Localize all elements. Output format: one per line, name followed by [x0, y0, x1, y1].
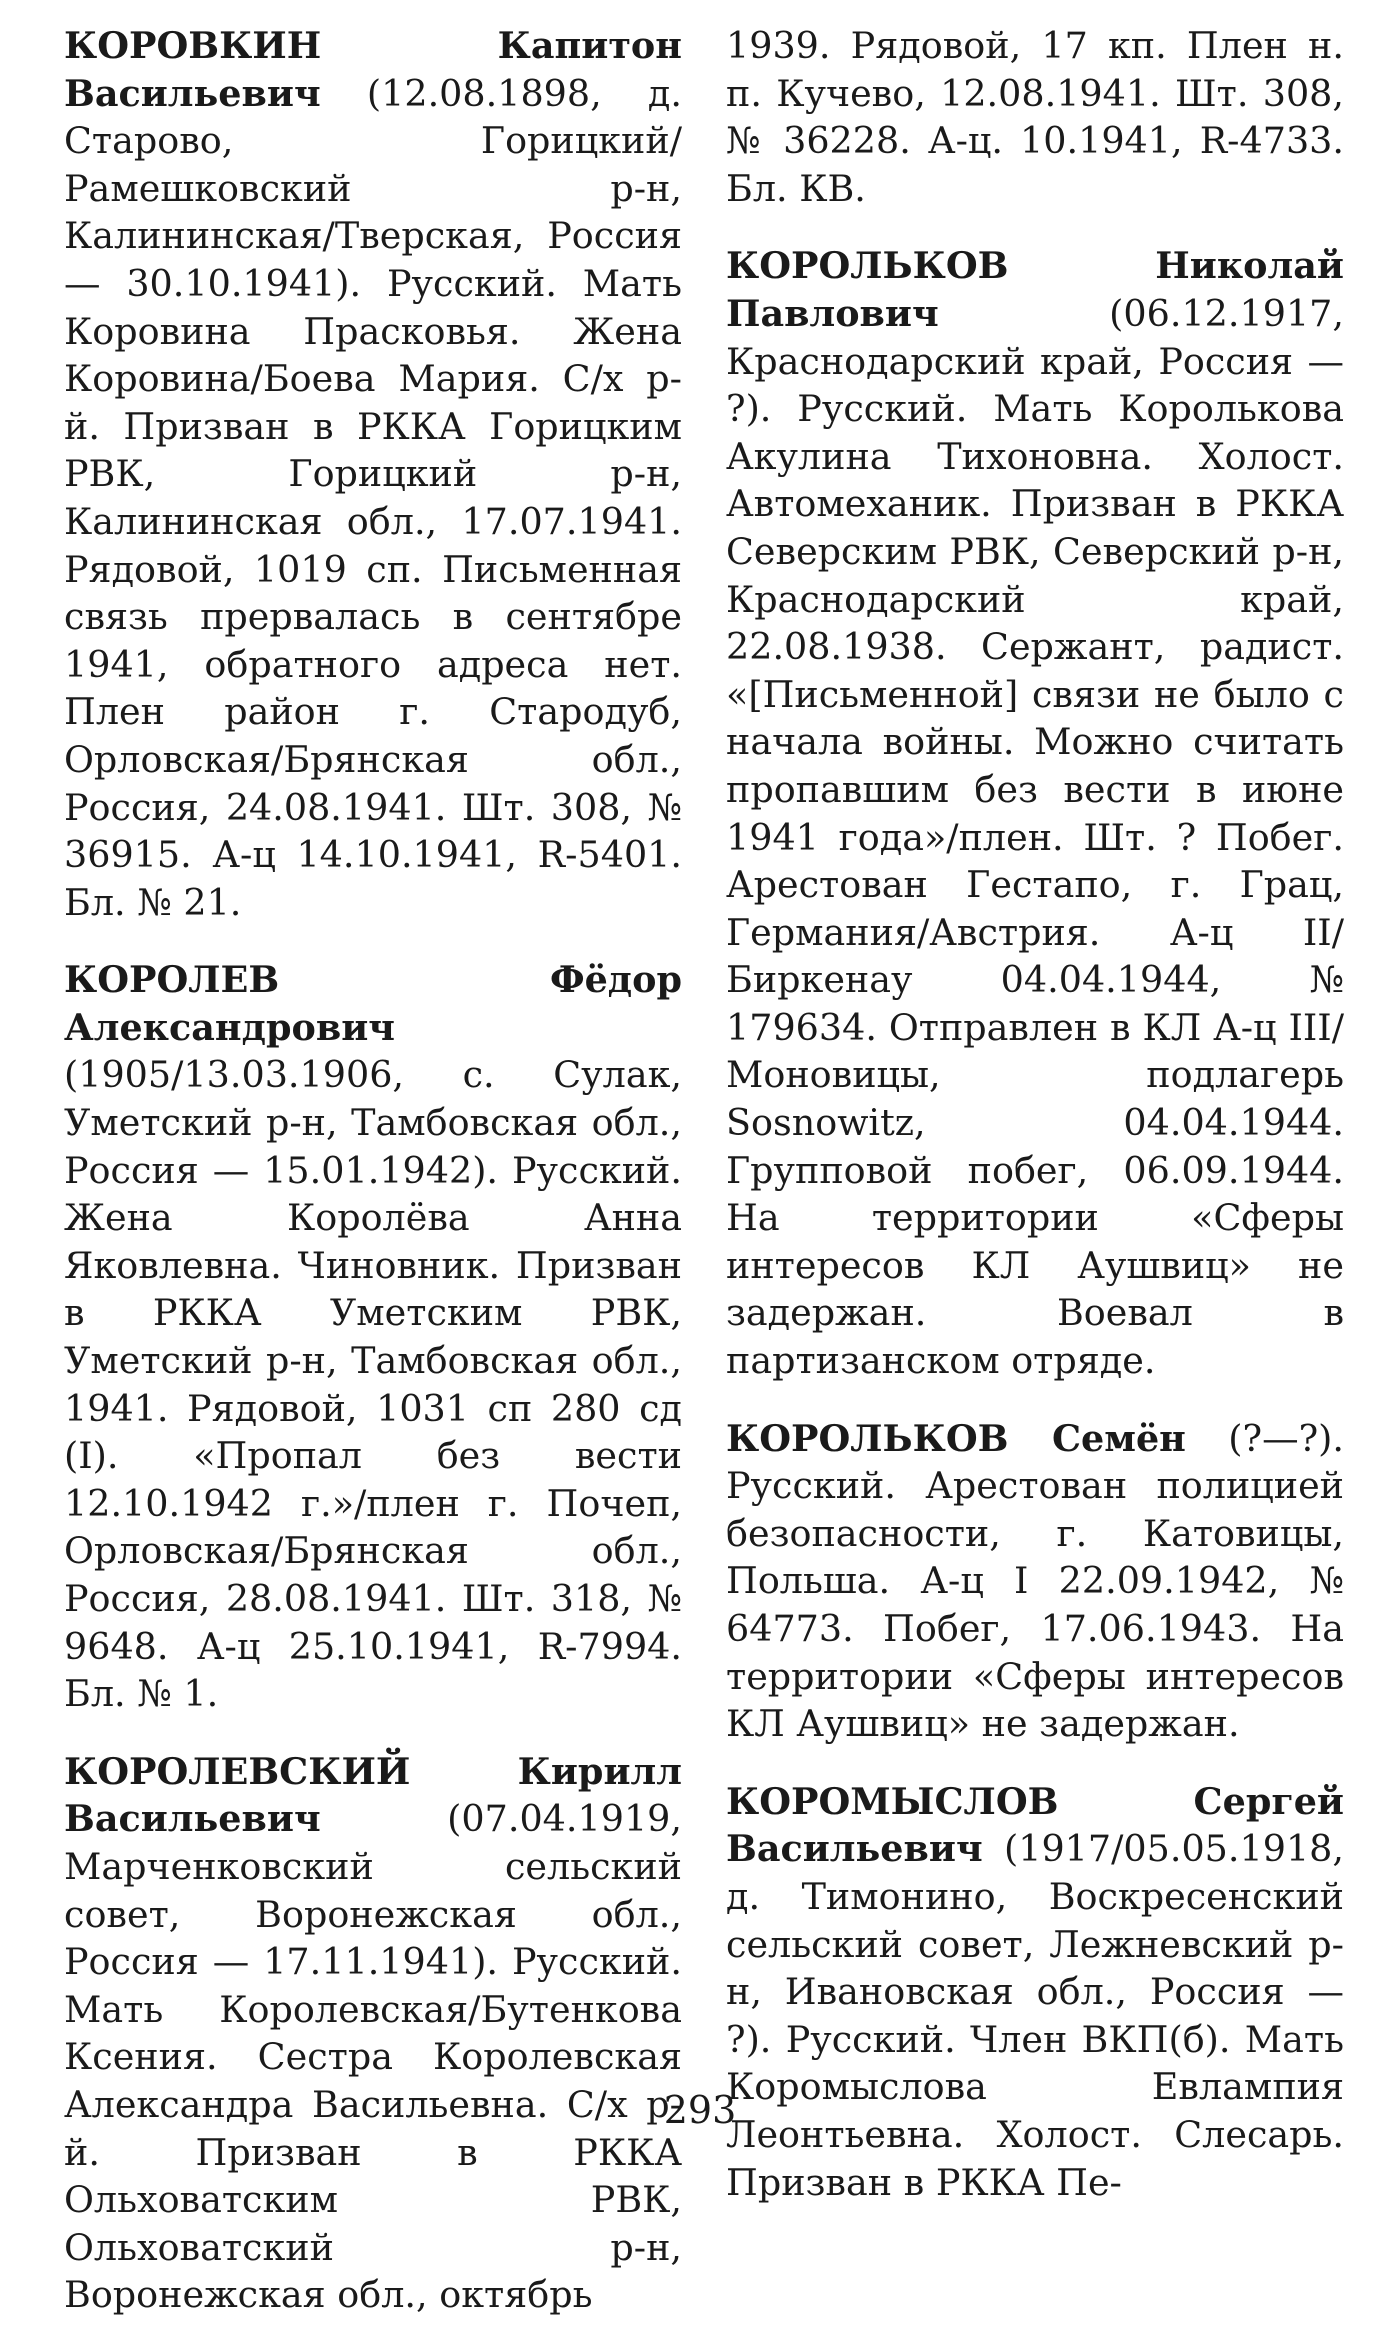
entry-name: КОРОМЫСЛОВ Сергей Васильевич: [726, 1779, 1344, 1871]
entry-korolev: [64, 956, 682, 1718]
entry-korovkin: [64, 22, 682, 926]
entry-name: КОРОВКИН Капитон Васильевич: [64, 24, 682, 115]
entry-korolkov-semen: [726, 1415, 1344, 1748]
entry-text: (06.12.1917, Краснодарский край, Россия — ?). Русский. Мать Королькова Акулина Тихоновна. Холост. Автомеханик. Призван в РККА Северским РВК, Северский р-н, Краснодарский край, 22.08.1938. Сержант, радист. «[Письменной] связи не было с начала войны. Можно считать пропавшим без вести в июне 1941 года»/плен. Шт. ? Побег. Арестован Гестапо, г. Грац, Германия/Австрия. А-ц II/Биркенау 04.04.1944, № 179634. Отправлен в КЛ А-ц III/Моновицы, подлагерь Sosnowitz, 04.04.1944. Групповой побег, 06.09.1944. На территории «Сферы интересов КЛ Аушвиц» не задержан. Воевал в партизанском отряде.: [726, 291, 1344, 1383]
left-column: [64, 22, 682, 2349]
entry-name: КОРОЛЬКОВ Семён: [726, 1416, 1186, 1460]
entry-text: (1905/13.03.1906, с. Сулак, Уметский р-н, Тамбовская обл., Россия — 15.01.1942). Русский. Жена Королёва Анна Яковлевна. Чиновник. Призван в РККА Уметским РВК, Уметский р-н, Тамбовская обл., 1941. Рядовой, 1031 сп 280 сд (I). «Пропал без вести 12.10.1942 г.»/плен г. Почеп, Орловская/Брянская обл., Россия, 28.08.1941. Шт. 318, № 9648. А-ц 25.10.1941, R-7994. Бл. № 1.: [64, 1053, 682, 1716]
right-column: [726, 22, 1344, 2236]
entry-korolkov-nikolai: [726, 242, 1344, 1384]
entry-name: КОРОЛЬКОВ Николай Павлович: [726, 244, 1344, 335]
entry-text: 1939. Рядовой, 17 кп. Плен н. п. Кучево, 12.08.1941. Шт. 308, № 36228. А-ц. 10.1941, R-4733. Бл. КВ.: [726, 24, 1344, 210]
entry-korolevsky: [64, 1748, 682, 2319]
page-number: 293: [663, 2088, 737, 2132]
entry-name: КОРОЛЕВСКИЙ Кирилл Васильевич: [64, 1749, 682, 1841]
entry-text: (12.08.1898, д. Старово, Горицкий/Рамешковский р-н, Калининская/Тверская, Россия — 30.10.1941). Русский. Мать Коровина Прасковья. Жена Коровина/Боева Мария. С/х р-й. Призван в РККА Горицким РВК, Горицкий р-н, Калининская обл., 17.07.1941. Рядовой, 1019 сп. Письменная связь прервалась в сентябре 1941, обратного адреса нет. Плен район г. Стародуб, Орловская/Брянская обл., Россия, 24.08.1941. Шт. 308, № 36915. А-ц 14.10.1941, R-5401. Бл. № 21.: [64, 71, 682, 924]
entry-korolevsky-continued: [726, 22, 1344, 212]
entry-text: (?—?). Русский. Арестован полицией безопасности, г. Катовицы, Польша. А-ц I 22.09.1942, № 64773. Побег, 17.06.1943. На территории «Сферы интересов КЛ Аушвиц» не задержан.: [726, 1416, 1344, 1746]
entry-text: (07.04.1919, Марченковский сельский совет, Воронежская обл., Россия — 17.11.1941). Русский. Мать Королевская/Бутенкова Ксения. Сестра Королевская Александра Васильевна. С/х р-й. Призван в РККА Ольховатским РВК, Ольховатский р-н, Воронежская обл., октябрь: [64, 1797, 682, 2317]
entry-koromyslov: [726, 1778, 1344, 2206]
entry-name: КОРОЛЕВ Фёдор Александрович: [64, 958, 682, 1049]
entry-text: (1917/05.05.1918, д. Тимонино, Воскресенский сельский совет, Лежневский р-н, Ивановская обл., Россия — ?). Русский. Член ВКП(б). Мать Коромыслова Евлампия Леонтьевна. Холост. Слесарь. Призван в РККА Пе-: [726, 1827, 1344, 2204]
